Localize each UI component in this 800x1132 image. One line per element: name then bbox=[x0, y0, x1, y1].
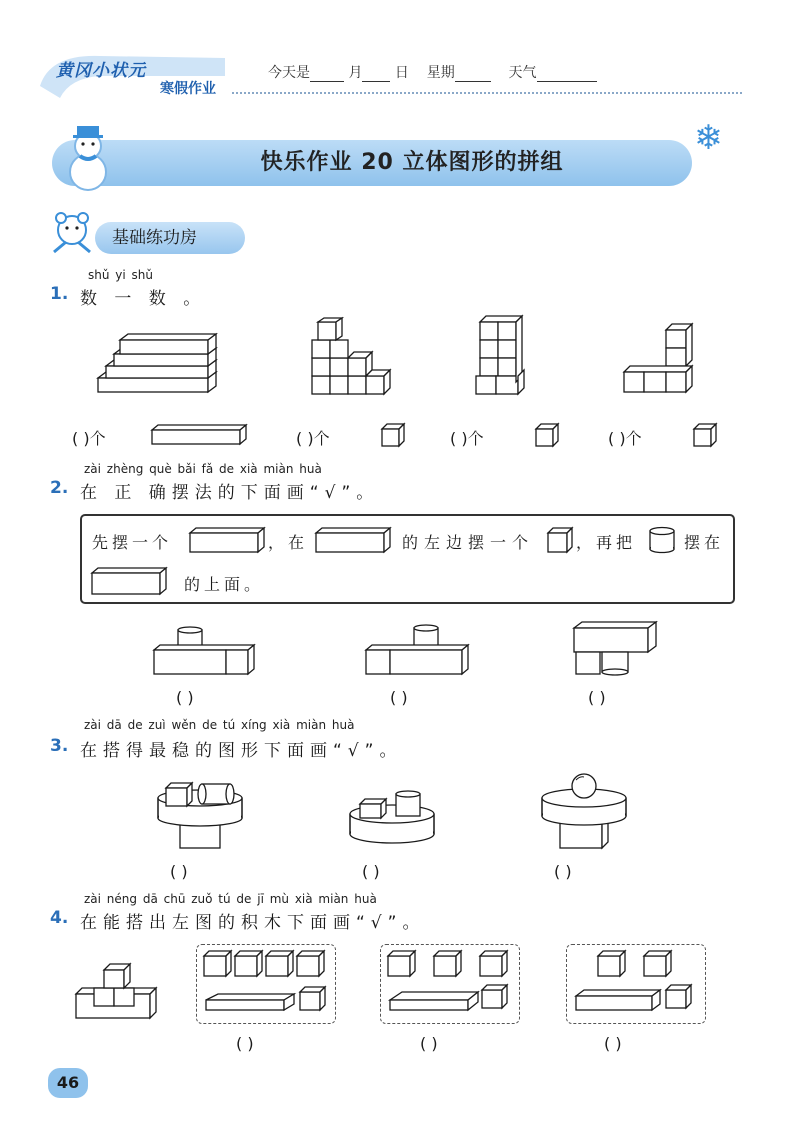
q2-box-part-4: ，再把 bbox=[576, 533, 637, 552]
q2-answer-2[interactable]: ( ) bbox=[390, 688, 408, 707]
q3-option-2-figure bbox=[346, 790, 438, 852]
q4-option-3-blocks bbox=[574, 950, 700, 1018]
page-title: 快乐作业 20 立体图形的拼组 bbox=[260, 150, 564, 175]
q2-text: 在 正 确摆法的下面画“√”。 bbox=[80, 483, 380, 503]
q3-text: 在搭得最稳的图形下面画“√”。 bbox=[80, 741, 403, 761]
q4-text: 在能搭出左图的积木下面画“√”。 bbox=[80, 913, 426, 933]
q2-box-part-5: 摆在 bbox=[684, 533, 725, 552]
cylinder-icon bbox=[648, 526, 676, 554]
cube-icon bbox=[380, 422, 406, 448]
day-blank[interactable] bbox=[362, 68, 390, 82]
q4-number: 4. bbox=[50, 908, 69, 928]
q4-option-2-blocks bbox=[388, 950, 514, 1018]
long-block-icon bbox=[150, 424, 248, 446]
q3-answer-2[interactable]: ( ) bbox=[362, 862, 380, 881]
long-block-icon bbox=[314, 526, 392, 554]
q1-figure-cubes-steps bbox=[308, 318, 388, 398]
q3-answer-1[interactable]: ( ) bbox=[170, 862, 188, 881]
q2-box-part-2: ，在 bbox=[268, 533, 309, 552]
q2-pinyin: zài zhèng què bǎi fǎ de xià miàn huà bbox=[84, 462, 322, 476]
page-number: 46 bbox=[56, 1073, 80, 1092]
section-label: 基础练功房 bbox=[112, 228, 197, 248]
cube-icon bbox=[534, 422, 560, 448]
q3-option-1-figure bbox=[154, 776, 246, 852]
q2-box-part-3: 的左边摆一个 bbox=[402, 533, 535, 552]
weather-blank[interactable] bbox=[537, 68, 597, 82]
day-label: 日 bbox=[394, 65, 409, 81]
q2-option-1-figure bbox=[152, 626, 262, 678]
q3-option-3-figure bbox=[538, 770, 630, 852]
long-block-icon bbox=[188, 526, 266, 554]
header-divider bbox=[232, 92, 742, 94]
q1-figure-cubes-L bbox=[622, 322, 702, 398]
q2-answer-1[interactable]: ( ) bbox=[176, 688, 194, 707]
month-blank[interactable] bbox=[310, 68, 344, 82]
sub-title: 寒假作业 bbox=[160, 81, 216, 97]
q1-pinyin: shǔ yi shǔ bbox=[88, 268, 153, 282]
snowflake-icon: ❄ bbox=[694, 118, 723, 158]
q1-answer-4[interactable]: ( )个 bbox=[608, 429, 642, 448]
weekday-blank[interactable] bbox=[455, 68, 491, 82]
q4-option-1-blocks bbox=[204, 950, 330, 1018]
q2-number: 2. bbox=[50, 478, 69, 498]
long-block-icon bbox=[90, 566, 168, 596]
q4-pinyin: zài néng dā chū zuǒ tú de jī mù xià miàn huà bbox=[84, 892, 377, 906]
q3-number: 3. bbox=[50, 736, 69, 756]
month-label: 月 bbox=[348, 65, 363, 81]
q1-answer-2[interactable]: ( )个 bbox=[296, 429, 330, 448]
weekday-label: 星期 bbox=[426, 65, 455, 81]
q2-box-part-6: 的上面。 bbox=[184, 575, 265, 594]
q4-answer-1[interactable]: ( ) bbox=[236, 1034, 254, 1053]
bear-mascot-icon bbox=[44, 208, 100, 258]
q2-option-3-figure bbox=[572, 620, 660, 678]
q4-answer-3[interactable]: ( ) bbox=[604, 1034, 622, 1053]
weather-label: 天气 bbox=[508, 65, 537, 81]
q2-answer-3[interactable]: ( ) bbox=[588, 688, 606, 707]
q4-answer-2[interactable]: ( ) bbox=[420, 1034, 438, 1053]
q2-box-part-1: 先摆一个 bbox=[92, 533, 173, 552]
q1-answer-3[interactable]: ( )个 bbox=[450, 429, 484, 448]
q3-answer-3[interactable]: ( ) bbox=[554, 862, 572, 881]
q2-option-2-figure bbox=[364, 624, 474, 678]
q1-text: 数 一 数 。 bbox=[80, 289, 207, 309]
logo-text: 黄冈小状元 bbox=[56, 61, 146, 81]
date-weather-fields bbox=[268, 62, 597, 82]
q1-figure-cubes-tower bbox=[474, 316, 530, 398]
q4-target-figure bbox=[74, 962, 162, 1022]
q3-pinyin: zài dā de zuì wěn de tú xíng xià miàn huà bbox=[84, 718, 355, 732]
cube-icon bbox=[546, 526, 574, 554]
q1-answer-1[interactable]: ( )个 bbox=[72, 429, 106, 448]
q1-figure-stairs bbox=[98, 326, 228, 396]
today-label: 今天是 bbox=[268, 65, 310, 81]
q2-instruction-box bbox=[80, 514, 735, 604]
cube-icon bbox=[692, 422, 718, 448]
q1-number: 1. bbox=[50, 284, 69, 304]
